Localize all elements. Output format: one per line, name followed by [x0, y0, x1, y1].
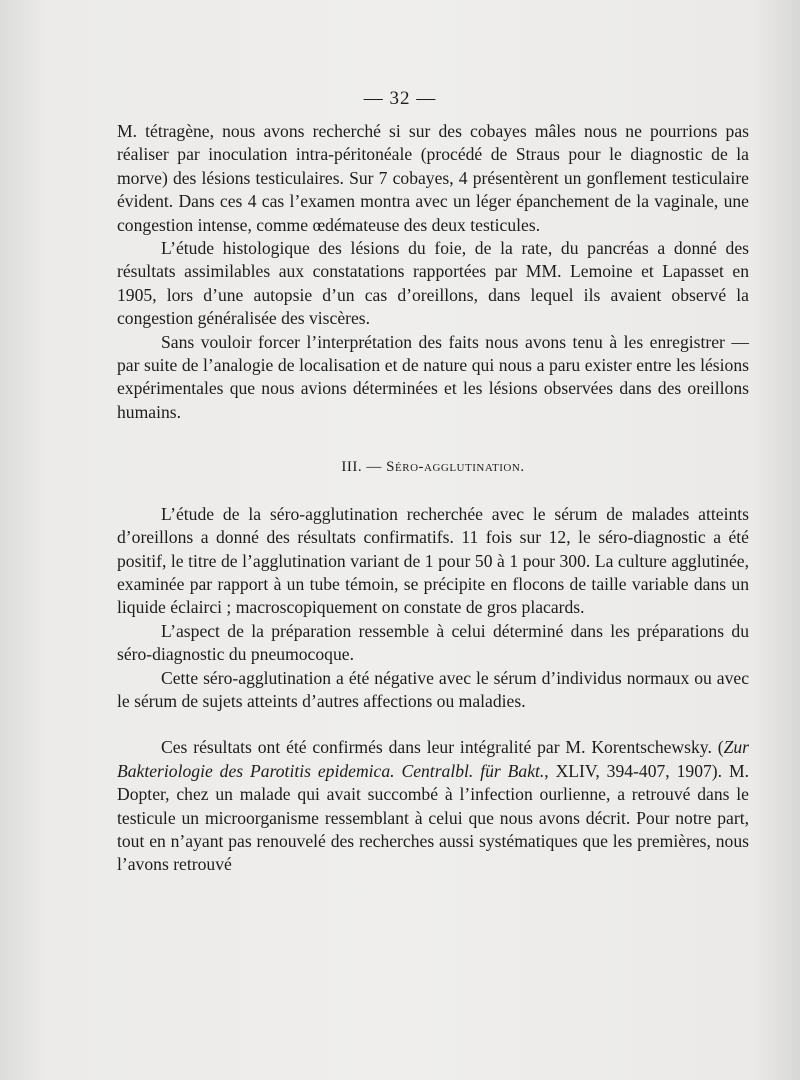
paragraph-7-start: Ces résultats ont été confirmés dans leur intégralité par M. Korentschewsky. ( [161, 737, 724, 758]
paragraph-7 [117, 736, 749, 876]
paragraph-4: L’étude de la séro-agglutination recherchée avec le sérum de malades atteints d’oreillons a donné des résultats confirmatifs. 11 fois sur 12, le séro-diagnostic a été positif, le titre de l’agglutination variant de 1 pour 50 à 1 pour 300. La culture agglutinée, examinée par rapport à un tube témoin, se précipite en flocons de taille variable dans un liquide éclairci ; macroscopiquement on constate de gros placards. [117, 503, 749, 618]
paragraph-6: Cette séro-agglutination a été négative avec le sérum d’individus normaux ou avec le sérum de sujets atteints d’autres affections ou maladies. [117, 667, 749, 711]
paragraph-3: Sans vouloir forcer l’interprétation des faits nous avons tenu à les enregistrer — par suite de l’analogie de localisation et de nature qui nous a paru exister entre les lésions expérimentales que nous avions déterminées et les lésions observées dans des oreillons humains. [117, 331, 749, 422]
body-text [117, 120, 749, 877]
section-title: Séro-agglutination. [386, 459, 525, 476]
paragraph-7-end: , XLIV, 394-407, 1907). M. Dopter, chez un malade qui avait succombé à l’infection ourlienne, a retrouvé dans le testicule un microorganisme ressemblant à celui que nous avons décrit. Pour notre part, tout en n’ayant pas renouvelé des recherches aussi systématiques que les premières, nous l’avons retrouvé [117, 760, 749, 875]
section-heading [117, 456, 749, 479]
section-number: III. — [341, 459, 387, 476]
citation-title: Zur Bakteriologie des Parotitis epidemica. Centralbl. für Bakt. [117, 737, 749, 781]
paragraph-1: M. tétragène, nous avons recherché si sur des cobayes mâles nous ne pourrions pas réaliser par inoculation intra-péritonéale (procédé de Straus pour le diagnostic de la morve) des lésions testiculaires. Sur 7 cobayes, 4 présentèrent un gonflement testiculaire évident. Dans ces 4 cas l’examen montra avec un léger épanchement de la vaginale, une congestion intense, comme œdémateuse des deux testicules. [117, 121, 749, 235]
paragraph-5: L’aspect de la préparation ressemble à celui déterminé dans les préparations du séro-diagnostic du pneumocoque. [117, 620, 749, 665]
page-number: — 32 — [363, 88, 437, 109]
paragraph-2: L’étude histologique des lésions du foie, de la rate, du pancréas a donné des résultats assimilables aux constatations rapportées par MM. Lemoine et Lapasset en 1905, lors d’une autopsie d’un cas d’oreillons, dans lequel ils avaient observé la congestion généralisée des viscères. [117, 238, 749, 329]
